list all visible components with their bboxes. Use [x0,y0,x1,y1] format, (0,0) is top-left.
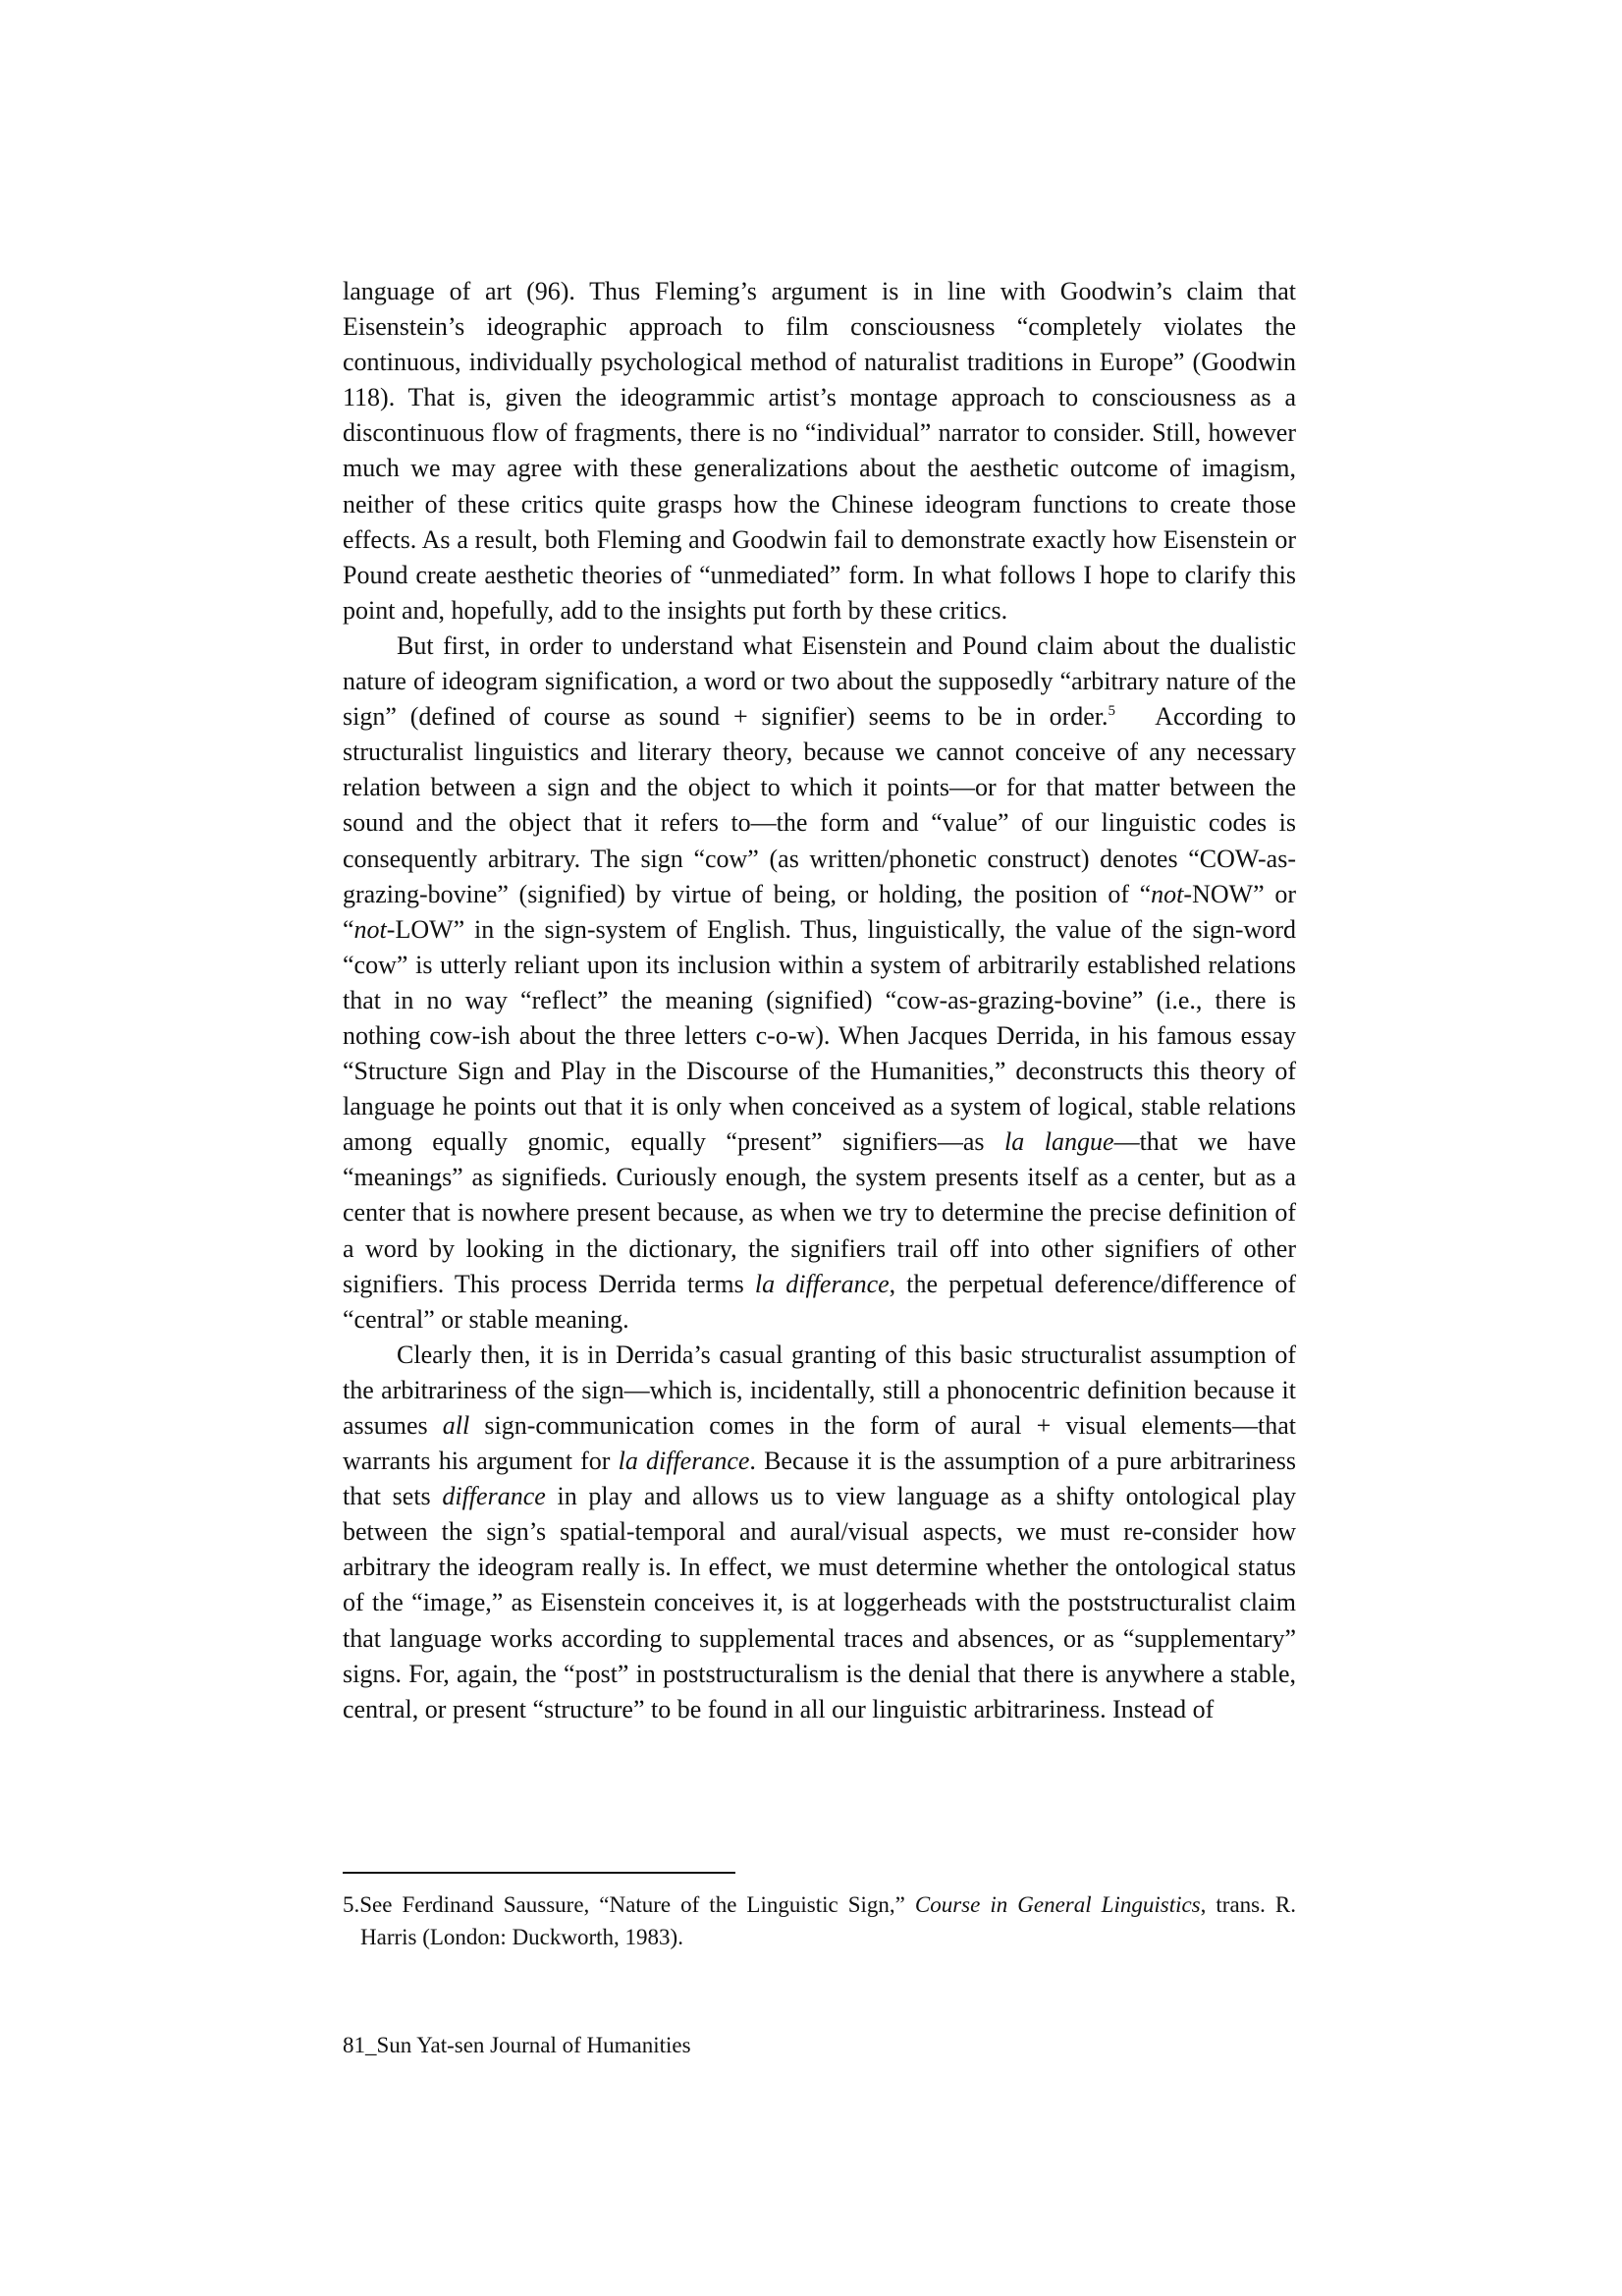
italic-run: differance [442,1482,546,1511]
text-run: —that we have “meanings” as signifieds. Curiously enough, the system presents itself as a center, but as a center that is nowhere present because, as when we try to determine the precise definition of a word by looking in the dictionary, the signifiers trail off into other signifiers of other signifiers. This process Derrida terms [343,1127,1296,1298]
italic-run: la langue [1004,1127,1114,1157]
text-run: , trans. R. Harris (London: Duckworth, 1983). [360,1892,1296,1949]
text-run: . Because it is the assumption of a pure arbitrariness that sets [343,1447,1296,1511]
text-run: 5.See Ferdinand Saussure, “Nature of the Linguistic Sign,” [343,1892,915,1917]
text-run: , the perpetual deference/difference of “central” or stable meaning. [343,1269,1297,1334]
body-text [343,274,1303,1727]
footnote-reference[interactable]: 5 [1108,703,1116,720]
text-run: -NOW” or “ [343,879,1296,944]
text-run: But first, in order to understand what Eisenstein and Pound claim about the dualistic nature of ideogram signification, a word or two about the supposedly “arbitrary nature of the sign” (defined of course as sound + signifier) seems to be in order. [343,630,1296,732]
italic-run: all [442,1411,470,1440]
italic-run: la differance [754,1269,890,1298]
text-run: Clearly then, it is in Derrida’s casual granting of this basic structuralist assumption of the arbitrariness of the sign—which is, incidentally, still a phonocentric definition because it assumes [343,1339,1296,1440]
text-run: According to structuralist linguistics and literary theory, because we cannot conceive of any necessary relation between a sign and the object to which it points—or for that matter between the sound and the object that it refers to—the form and “value” of our linguistic codes is consequently arbitrary. The sign “cow” (as written/phonetic construct) denotes “COW-as-grazing-bovine” (signified) by virtue of being, or holding, the position of “ [343,702,1303,908]
paragraph-1 [343,274,1296,629]
text-run: -LOW” in the sign-system of English. Thus, linguistically, the value of the sign-word “cow” is utterly reliant upon its inclusion within a system of arbitrarily established relations that in no way “reflect” the meaning (signified) “cow-as-grazing-bovine” (i.e., there is nothing cow-ish about the three letters c-o-w). When Jacques Derrida, in his famous essay “Structure Sign and Play in the Discourse of the Humanities,” deconstructs this theory of language he points out that it is only when conceived as a system of logical, stable relations among equally gnomic, equally “present” signifiers—as [343,914,1296,1157]
page-footer: 81_Sun Yat-sen Journal of Humanities [343,2033,691,2057]
italic-run: Course in General Linguistics [914,1892,1201,1917]
paragraph-3 [343,1338,1296,1727]
paragraph-2 [343,629,1303,1338]
italic-run: not [353,914,387,944]
italic-run: not [1151,879,1184,908]
text-run: in play and allows us to view language as a shifty ontological play between the sign’s spatial-temporal and aural/visual aspects, we must re-consider how arbitrary the ideogram really is. In effect, we must determine whether the ontological status of the “image,” as Eisenstein conceives it, is at loggerheads with the poststructuralist claim that language works according to supplemental traces and absences, or as “supplementary” signs. For, again, the “post” in poststructuralism is the denial that there is anywhere a stable, central, or present “structure” to be found in all our linguistic arbitrariness. Instead of [343,1482,1296,1723]
footnote-5 [343,1889,1296,1953]
footnote-divider [343,1872,735,1874]
text-run: sign-communication comes in the form of aural + visual elements—that warrants his argument for [343,1411,1296,1476]
italic-run: la differance [618,1447,750,1476]
text-run: language of art (96). Thus Fleming’s argument is in line with Goodwin’s claim that Eisenstein’s ideographic approach to film consciousness “completely violates the continuous, individually psychological method of naturalist traditions in Europe” (Goodwin 118). That is, given the ideogrammic artist’s montage approach to consciousness as a discontinuous flow of fragments, there is no “individual” narrator to consider. Still, however much we may agree with these generalizations about the aesthetic outcome of imagism, neither of these critics quite grasps how the Chinese ideogram functions to create those effects. As a result, both Fleming and Goodwin fail to demonstrate exactly how Eisenstein or Pound create aesthetic theories of “unmediated” form. In what follows I hope to clarify this point and, hopefully, add to the insights put forth by these critics. [343,277,1296,625]
